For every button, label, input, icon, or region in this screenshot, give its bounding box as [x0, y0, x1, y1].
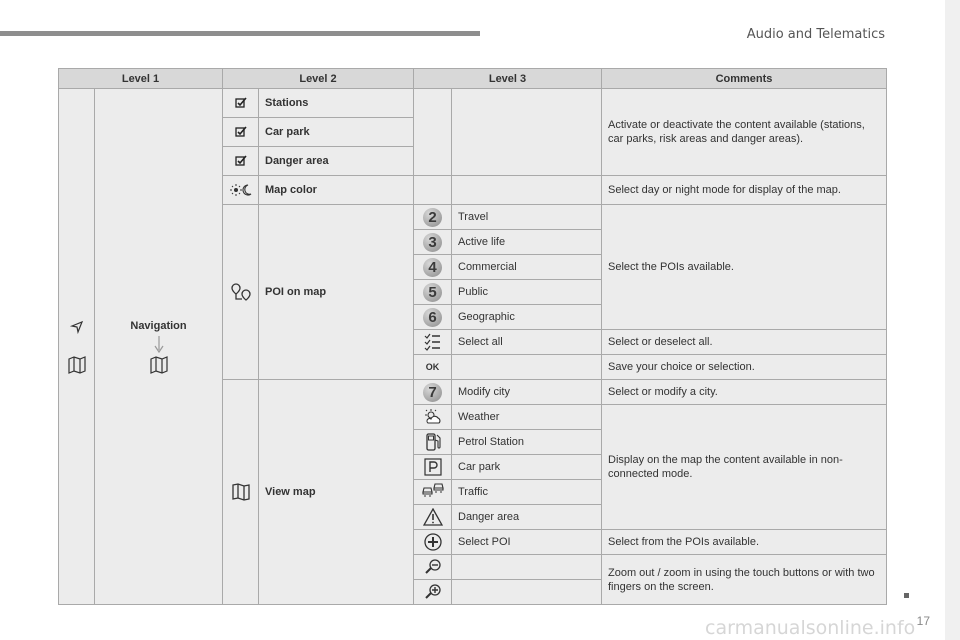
comment-select-all: Select or deselect all. [602, 330, 887, 355]
level2-view-map[interactable]: View map [259, 380, 414, 605]
level2-stations[interactable]: Stations [259, 89, 414, 118]
menu-table [58, 68, 887, 605]
city-number-badge: 7 [423, 383, 442, 402]
header-level3: Level 3 [414, 69, 602, 89]
comment-content: Activate or deactivate the content available (stations, car parks, risk areas and danger areas). [602, 89, 887, 176]
checkbox-checked-icon [235, 155, 247, 167]
level2-danger-area[interactable]: Danger area [259, 147, 414, 176]
page-marker [904, 593, 909, 598]
comment-ok: Save your choice or selection. [602, 355, 887, 380]
level3-travel[interactable]: Travel [452, 205, 602, 230]
select-poi-icon-cell[interactable] [414, 530, 452, 555]
zoom-out-icon-cell[interactable] [414, 555, 452, 580]
zoom-in-icon [423, 584, 443, 600]
section-title: Audio and Telematics [746, 27, 885, 42]
zoom-out-icon [423, 559, 443, 575]
poi-num-cell [414, 230, 452, 255]
zoom-in-icon-cell[interactable] [414, 580, 452, 605]
arrow-down-icon [154, 336, 164, 354]
car-park-icon-cell[interactable] [414, 455, 452, 480]
level3-car-park[interactable]: Car park [452, 455, 602, 480]
level2-car-park[interactable]: Car park [259, 118, 414, 147]
map-menu-icon [148, 356, 170, 374]
comment-modify-city: Select or modify a city. [602, 380, 887, 405]
level3-petrol-station[interactable]: Petrol Station [452, 430, 602, 455]
traffic-icon [422, 483, 444, 501]
level3-select-poi[interactable]: Select POI [452, 530, 602, 555]
checkbox-car-park[interactable] [223, 118, 259, 147]
comment-offline: Display on the map the content available in non-connected mode. [602, 405, 887, 530]
poi-num-cell [414, 255, 452, 280]
city-num-cell [414, 380, 452, 405]
map-color-icon-cell[interactable] [223, 176, 259, 205]
page-edge-strip [945, 0, 960, 640]
comment-poi: Select the POIs available. [602, 205, 887, 330]
poi-number-badge: 6 [423, 308, 442, 327]
weather-icon [423, 409, 443, 425]
select-all-icon [424, 333, 442, 351]
weather-icon-cell[interactable] [414, 405, 452, 430]
header-level2: Level 2 [223, 69, 414, 89]
checkbox-checked-icon [235, 97, 247, 109]
checkbox-danger-area[interactable] [223, 147, 259, 176]
map-menu-icon [66, 356, 88, 374]
map-icon [231, 483, 251, 501]
level3-public[interactable]: Public [452, 280, 602, 305]
level3-danger-area[interactable]: Danger area [452, 505, 602, 530]
checkbox-checked-icon [235, 126, 247, 138]
checkbox-stations[interactable] [223, 89, 259, 118]
empty-cell [414, 176, 452, 205]
page-number: 17 [916, 614, 930, 628]
view-map-icon-cell[interactable] [223, 380, 259, 605]
warning-icon [423, 508, 443, 526]
level3-traffic[interactable]: Traffic [452, 480, 602, 505]
comment-select-poi: Select from the POIs available. [602, 530, 887, 555]
level3-weather[interactable]: Weather [452, 405, 602, 430]
level3-geographic[interactable]: Geographic [452, 305, 602, 330]
empty-cell [452, 176, 602, 205]
level2-map-color[interactable]: Map color [259, 176, 414, 205]
watermark: carmanualsonline.info [705, 617, 916, 639]
level3-commercial[interactable]: Commercial [452, 255, 602, 280]
poi-icon [230, 282, 252, 302]
empty-cell [414, 89, 452, 176]
header-comments: Comments [602, 69, 887, 89]
header-level1: Level 1 [59, 69, 223, 89]
empty-cell [452, 580, 602, 605]
poi-number-badge: 4 [423, 258, 442, 277]
parking-icon [424, 458, 442, 476]
navigation-icon [70, 320, 84, 334]
petrol-icon-cell[interactable] [414, 430, 452, 455]
header-rule [0, 31, 480, 36]
comment-zoom: Zoom out / zoom in using the touch buttons or with two fingers on the screen. [602, 555, 887, 605]
level3-select-all[interactable]: Select all [452, 330, 602, 355]
poi-number-badge: 2 [423, 208, 442, 227]
traffic-icon-cell[interactable] [414, 480, 452, 505]
add-circle-icon [424, 533, 442, 551]
comment-map-color: Select day or night mode for display of the map. [602, 176, 887, 205]
empty-cell [452, 89, 602, 176]
level1-icon-cell [59, 89, 95, 605]
poi-icon-cell[interactable] [223, 205, 259, 380]
fuel-pump-icon [425, 432, 441, 452]
poi-number-badge: 3 [423, 233, 442, 252]
day-night-icon [230, 183, 252, 197]
ok-button[interactable]: OK [414, 355, 452, 380]
poi-num-cell [414, 305, 452, 330]
poi-num-cell [414, 280, 452, 305]
empty-cell [452, 555, 602, 580]
level1-navigation-label: Navigation [130, 319, 187, 332]
level1-label-cell [95, 89, 223, 605]
empty-cell [452, 355, 602, 380]
danger-icon-cell[interactable] [414, 505, 452, 530]
poi-num-cell [414, 205, 452, 230]
level3-active-life[interactable]: Active life [452, 230, 602, 255]
level2-poi-on-map[interactable]: POI on map [259, 205, 414, 380]
level3-modify-city[interactable]: Modify city [452, 380, 602, 405]
poi-number-badge: 5 [423, 283, 442, 302]
select-all-icon-cell[interactable] [414, 330, 452, 355]
